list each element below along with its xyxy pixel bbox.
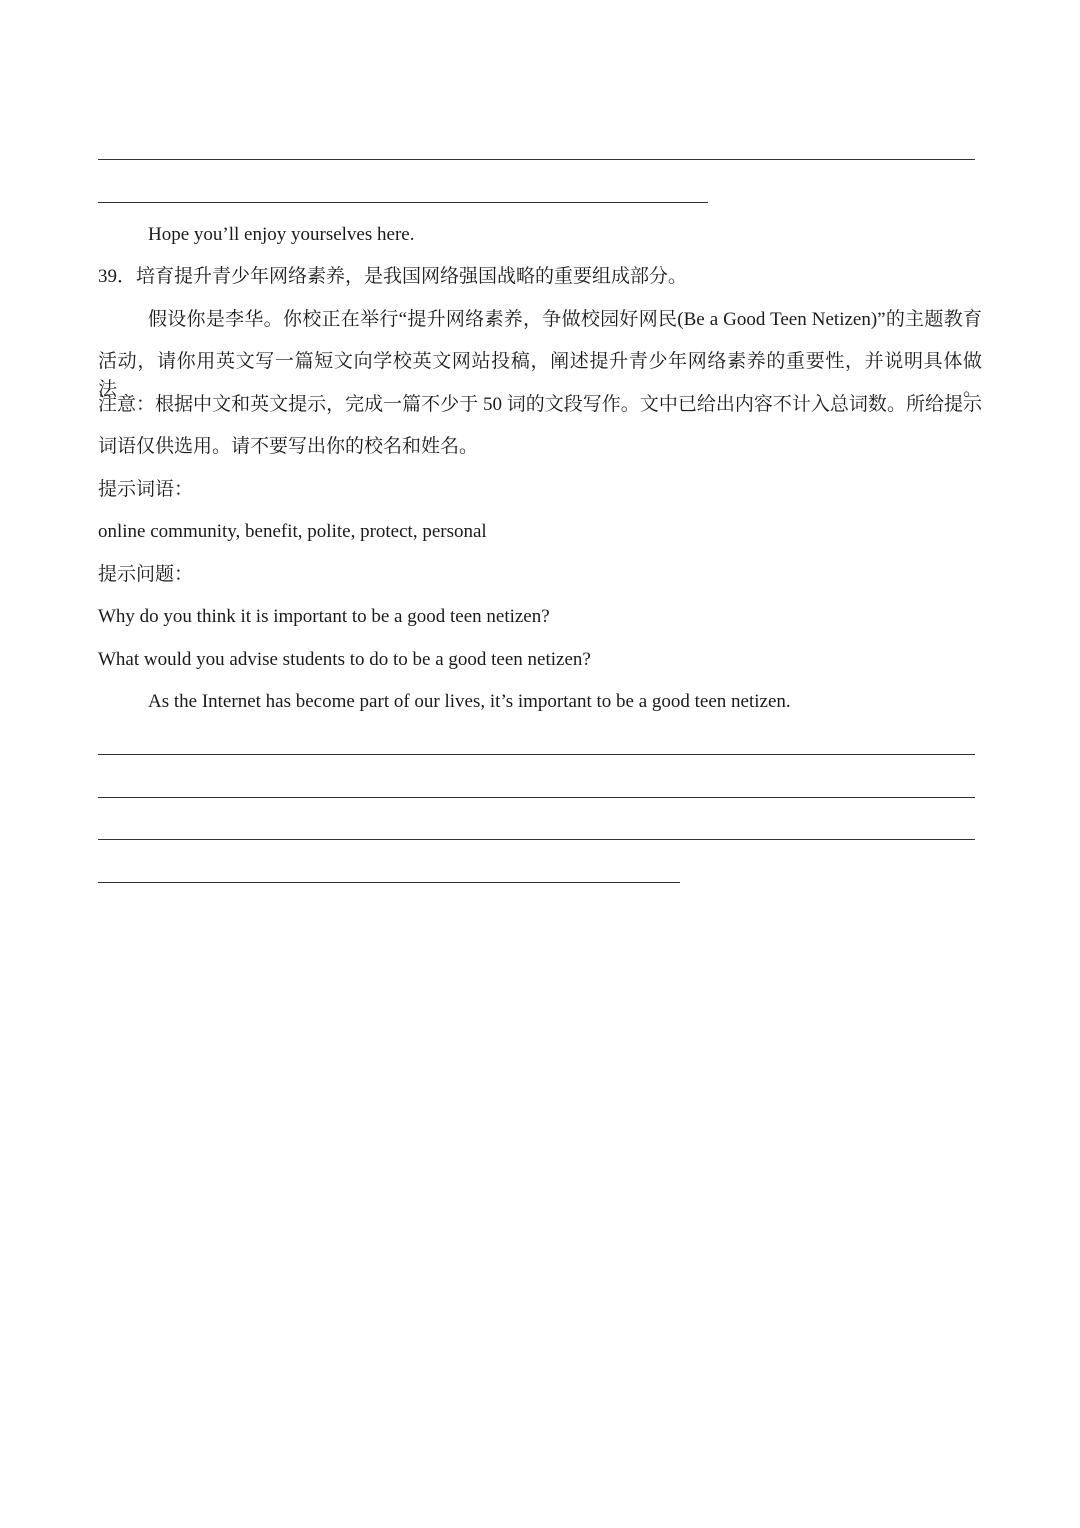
prompt-line: 注意：根据中文和英文提示，完成一篇不少于 50 词的文段写作。文中已给出内容不计入总词数。所给提示 (98, 394, 982, 415)
writing-line (98, 839, 975, 840)
hint-question: Why do you think it is important to be a good teen netizen? (98, 606, 550, 627)
writing-line (98, 882, 680, 883)
opening-sentence: As the Internet has become part of our lives, it’s important to be a good teen netizen. (148, 691, 791, 712)
hint-words: online community, benefit, polite, protect, personal (98, 521, 487, 542)
hint-questions-label: 提示问题： (98, 564, 194, 585)
answer-line (98, 159, 975, 160)
prompt-line: 词语仅供选用。请不要写出你的校名和姓名。 (98, 436, 479, 457)
answer-line (98, 202, 708, 203)
hint-question: What would you advise students to do to be a good teen netizen? (98, 649, 591, 670)
hint-words-label: 提示词语： (98, 479, 194, 500)
prompt-line: 假设你是李华。你校正在举行“提升网络素养，争做校园好网民(Be a Good Teen Netizen)”的主题教育 (148, 309, 982, 330)
writing-line (98, 754, 975, 755)
prompt-line: 活动，请你用英文写一篇短文向学校英文网站投稿，阐述提升青少年网络素养的重要性，并说明具体做法。 (98, 351, 982, 400)
question-heading: 39．培育提升青少年网络素养，是我国网络强国战略的重要组成部分。 (98, 266, 688, 287)
writing-line (98, 797, 975, 798)
closing-sentence: Hope you’ll enjoy yourselves here. (148, 224, 415, 245)
